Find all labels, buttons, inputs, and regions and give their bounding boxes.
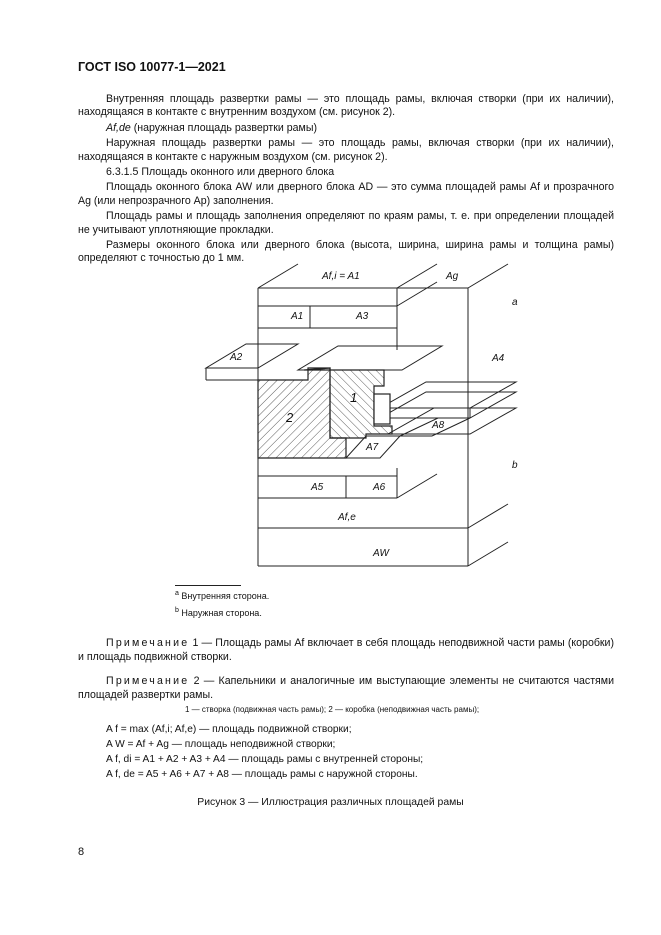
note-1 <box>78 636 614 664</box>
label-side-b: b <box>512 460 518 471</box>
note-1-paragraph <box>78 636 614 664</box>
formula-af: A f = max (Af,i; Af,e) — площадь подвижной створки; <box>106 724 352 735</box>
sash-top <box>298 346 442 370</box>
face-line <box>468 504 508 528</box>
frame-figure <box>170 258 540 578</box>
footnote-rule <box>175 585 241 586</box>
figure-legend: 1 — створка (подвижная часть рамы); 2 — коробка (неподвижная часть рамы); <box>185 705 480 714</box>
section-heading: 6.3.1.5 Площадь оконного или дверного блока <box>106 166 335 179</box>
label-a6: A6 <box>373 482 386 493</box>
formula-afde: A f, de = A5 + A6 + A7 + A8 — площадь рамы с наружной стороны. <box>106 769 418 780</box>
frame-diagram <box>170 258 540 578</box>
footnote-a-mark: а <box>175 590 179 597</box>
label-a3: A3 <box>356 311 369 322</box>
label-a4: A4 <box>492 353 505 364</box>
figure-caption: Рисунок 3 — Иллюстрация различных площадей рамы <box>197 797 464 808</box>
paragraph-frame-glazing: Площадь рамы и площадь заполнения определяют по краям рамы, т. е. при определении площадей не учитывают уплотняющие прокладки. <box>78 210 614 236</box>
footnote-b-mark: b <box>175 607 179 614</box>
box-edge <box>258 264 298 288</box>
note-2 <box>78 674 614 702</box>
footnote-a-text: Внутренняя сторона. <box>181 591 270 601</box>
label-ag: Ag <box>446 271 459 282</box>
paragraph-outer-area: Наружная площадь развертки рамы — это площадь рамы, включая створки (при их наличии), находящаяся в контакте с наружным воздухом (см. рисунок 2). <box>78 137 614 163</box>
note-1-label: Примечание <box>106 637 190 649</box>
label-afi: Af,i = A1 <box>322 271 360 282</box>
label-afe: Af,e <box>338 512 356 523</box>
paragraph-outer-symbol <box>78 122 614 135</box>
paragraph-window-area: Площадь оконного блока AW или дверного блока AD — это сумма площадей рамы Af и прозрачного Ag (или непрозрачного Ap) заполнения. <box>78 181 614 207</box>
paragraph-inner-area: Внутренняя площадь развертки рамы — это площадь рамы, включая створки (при их наличии), находящаяся в контакте с внутренним воздухом (см. рисунок 2). <box>78 93 614 119</box>
label-side-a: a <box>512 297 518 308</box>
label-a5: A5 <box>311 482 324 493</box>
formula-afdi: A f, di = A1 + A2 + A3 + A4 — площадь рамы с внутренней стороны; <box>106 754 424 765</box>
note-2-label: Примечание <box>106 675 190 687</box>
note-1-text: 1 — Площадь рамы Af включает в себя площадь неподвижной части рамы (коробки) и площадь подвижной створки. <box>78 637 614 663</box>
glass-pane <box>388 408 516 434</box>
formulas <box>106 722 423 782</box>
label-a2: A2 <box>230 352 243 363</box>
footnote-b <box>175 607 269 618</box>
face-line <box>397 282 437 306</box>
box-edge <box>468 542 508 566</box>
label-aw: AW <box>373 548 389 559</box>
face-line <box>397 474 437 498</box>
outer-area-caption: (наружная площадь развертки рамы) <box>130 121 317 134</box>
outer-area-symbol: Af,de <box>106 121 131 134</box>
page-number: 8 <box>78 846 85 858</box>
label-frame-2: 2 <box>286 410 294 425</box>
footnotes <box>175 585 269 624</box>
note-2-text: 2 — Капельники и аналогичные им выступающие элементы не считаются частями площадей развертки рамы. <box>78 675 614 701</box>
note-2-paragraph <box>78 674 614 702</box>
flap-a2 <box>206 344 298 368</box>
page-header: ГОСТ ISO 10077-1—2021 <box>78 60 226 74</box>
formula-aw: A W = Af + Ag — площадь неподвижной створки; <box>106 739 336 750</box>
box-edge <box>468 264 508 288</box>
label-a1: A1 <box>291 311 304 322</box>
label-a8: A8 <box>432 420 445 431</box>
footnote-b-text: Наружная сторона. <box>181 608 262 618</box>
box-edge <box>397 264 437 288</box>
label-sash-1: 1 <box>350 390 358 405</box>
glazing-bead <box>374 394 390 424</box>
label-a7: A7 <box>366 442 379 453</box>
footnote-a <box>175 590 269 601</box>
main-text <box>78 93 614 268</box>
paragraph-dimensions: Размеры оконного блока или дверного блока (высота, ширина, ширина рамы и толщина рамы) определяют с точностью до 1 мм. <box>78 239 614 265</box>
